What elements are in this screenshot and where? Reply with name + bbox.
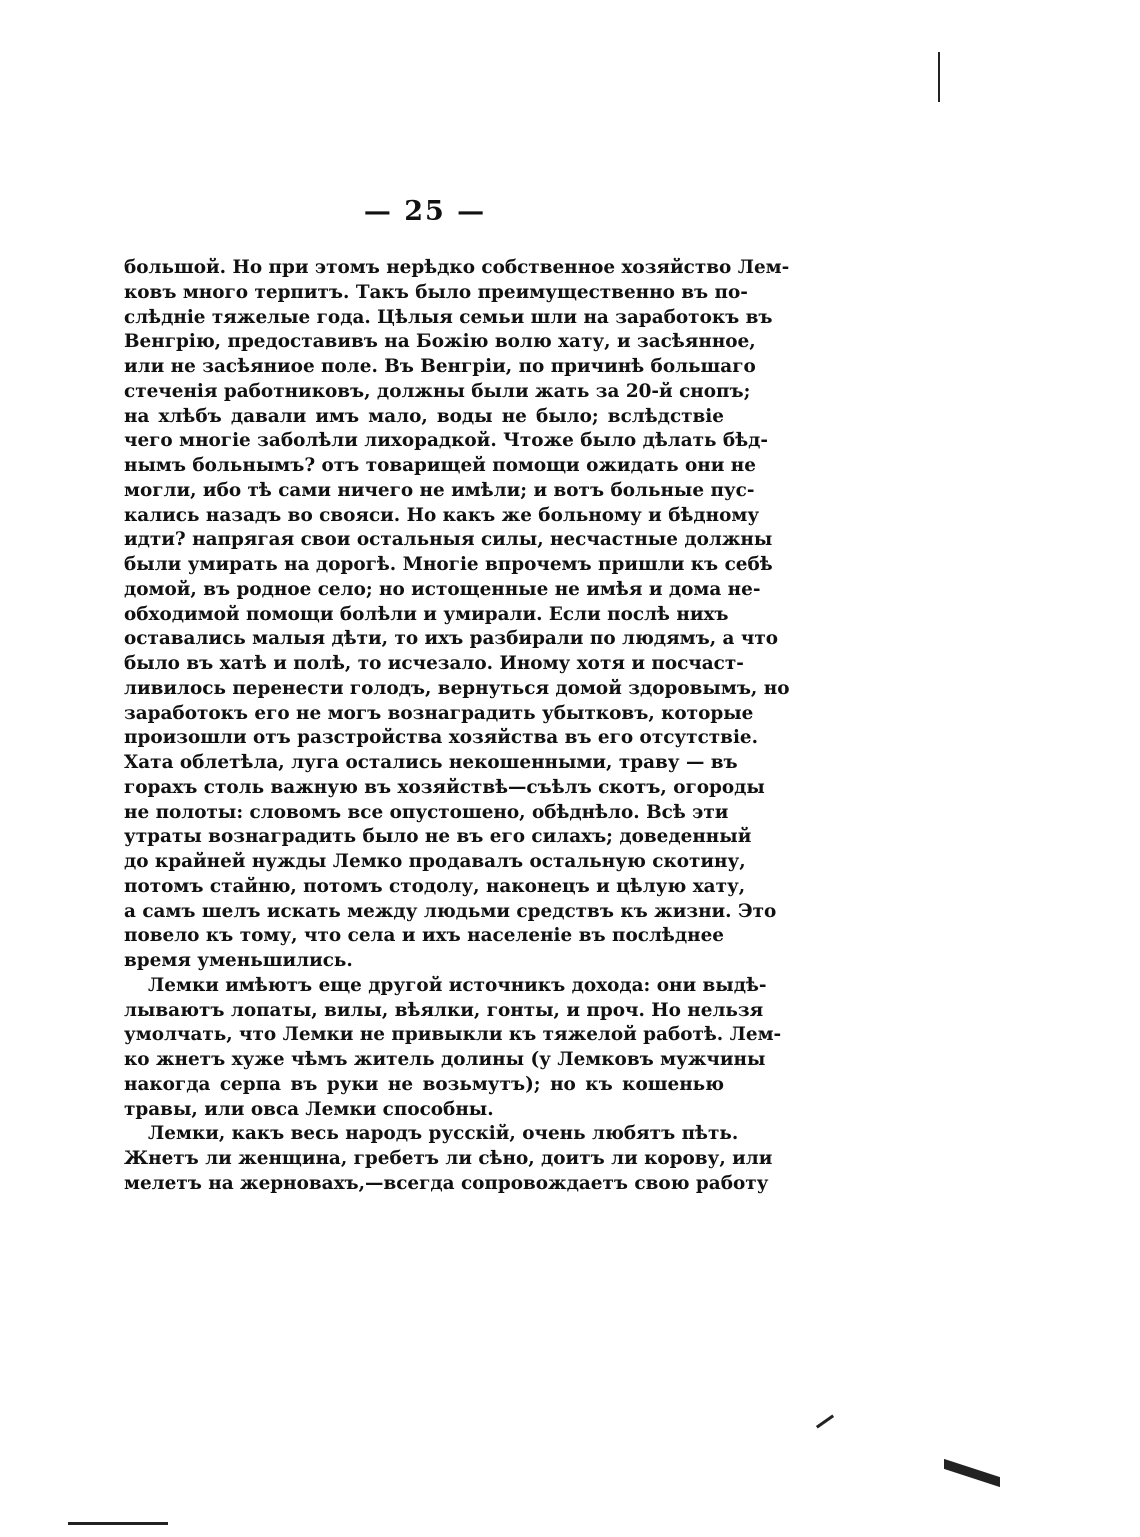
text-line: кались назадъ во свояси. Но какъ же больному и бѣдному	[124, 504, 760, 526]
text-line: не полоты: словомъ все опустошено, обѣднѣло. Всѣ эти	[124, 801, 729, 823]
page-number: — 25 —	[363, 196, 487, 227]
text-line: слѣдніе тяжелые года. Цѣлыя семьи шли на заработокъ въ	[124, 306, 773, 328]
scan-mark-small	[816, 1415, 834, 1429]
body-text	[124, 256, 790, 1197]
text-line: домой, въ родное село; но истощенные не имѣя и дома не-	[124, 578, 761, 600]
text-line: ковъ много терпитъ. Такъ было преимущественно въ по-	[124, 281, 748, 303]
text-line: время уменьшились.	[124, 950, 353, 971]
text-line: произошли отъ разстройства хозяйства въ его отсутствіе.	[124, 727, 759, 749]
text-line: ливилось перенести голодъ, вернуться домой здоровымъ, но	[124, 677, 790, 699]
text-line: оставались малыя дѣти, то ихъ разбирали по людямъ, а что	[124, 628, 778, 650]
text-line: мелетъ на жерновахъ,—всегда сопровождаетъ свою работу	[124, 1172, 769, 1194]
text-line: лываютъ лопаты, вилы, вѣялки, гонты, и проч. Но нельзя	[124, 999, 764, 1021]
text-line: были умирать на дорогѣ. Многіе впрочемъ пришли къ себѣ	[124, 554, 773, 575]
text-line: могли, ибо тѣ сами ничего не имѣли; и вотъ больные пус-	[124, 479, 755, 501]
text-line: горахъ столь важную въ хозяйствѣ—съѣлъ скотъ, огороды	[124, 776, 765, 798]
text-line: ко жнетъ хуже чѣмъ житель долины (у Лемковъ мужчины	[124, 1049, 766, 1070]
text-line: на хлѣбъ давали имъ мало, воды не было; вслѣдствіе	[124, 405, 724, 427]
text-line: Лемки имѣютъ еще другой источникъ дохода: они выдѣ-	[148, 974, 767, 996]
text-line: потомъ стайню, потомъ стодолу, наконецъ и цѣлую хату,	[124, 875, 746, 897]
scan-mark-bottom-left	[68, 1522, 168, 1525]
text-line: Лемки, какъ весь народъ русскій, очень любятъ пѣть.	[148, 1123, 739, 1145]
text-line: травы, или овса Лемки способны.	[124, 1098, 494, 1120]
text-line: умолчать, что Лемки не привыкли къ тяжелой работѣ. Лем-	[124, 1024, 782, 1046]
text-line: обходимой помощи болѣли и умирали. Если послѣ нихъ	[124, 603, 729, 625]
text-line: повело къ тому, что села и ихъ населеніе въ послѣднее	[124, 925, 724, 947]
scan-mark-top-right	[938, 52, 940, 102]
text-line: накогда серпа въ руки не возьмутъ); но къ кошенью	[124, 1073, 724, 1095]
text-line: утраты вознаградить было не въ его силахъ; доведенный	[124, 826, 752, 848]
paragraph-2	[124, 974, 782, 1123]
text-line: большой. Но при этомъ нерѣдко собственное хозяйство Лем-	[124, 257, 790, 278]
scan-mark-bottom-right	[944, 1459, 1000, 1487]
text-line: Венгрію, предоставивъ на Божію волю хату, и засѣянное,	[124, 331, 756, 353]
text-line: заработокъ его не могъ вознаградить убытковъ, которые	[124, 702, 754, 724]
text-line: а самъ шелъ искать между людьми средствъ къ жизни. Это	[124, 900, 777, 922]
paragraph-3	[124, 1122, 773, 1196]
text-line: было въ хатѣ и полѣ, то исчезало. Иному хотя и посчаст-	[124, 653, 744, 674]
text-line: до крайней нужды Лемко продавалъ остальную скотину,	[124, 851, 746, 872]
text-line: Жнетъ ли женщина, гребетъ ли сѣно, доитъ ли корову, или	[124, 1148, 773, 1169]
text-line: чего многіе заболѣли лихорадкой. Чтоже было дѣлать бѣд-	[124, 430, 769, 452]
text-line: нымъ больнымъ? отъ товарищей помощи ожидать они не	[124, 455, 756, 476]
text-line: Хата облетѣла, луга остались некошенными, траву — въ	[124, 752, 738, 773]
paragraph-1	[124, 256, 790, 974]
text-line: или не засѣяниое поле. Въ Венгріи, по причинѣ большаго	[124, 356, 756, 377]
text-line: идти? напрягая свои остальныя силы, несчастные должны	[124, 529, 773, 551]
text-line: стеченія работниковъ, должны были жать за 20-й снопъ;	[124, 380, 751, 402]
